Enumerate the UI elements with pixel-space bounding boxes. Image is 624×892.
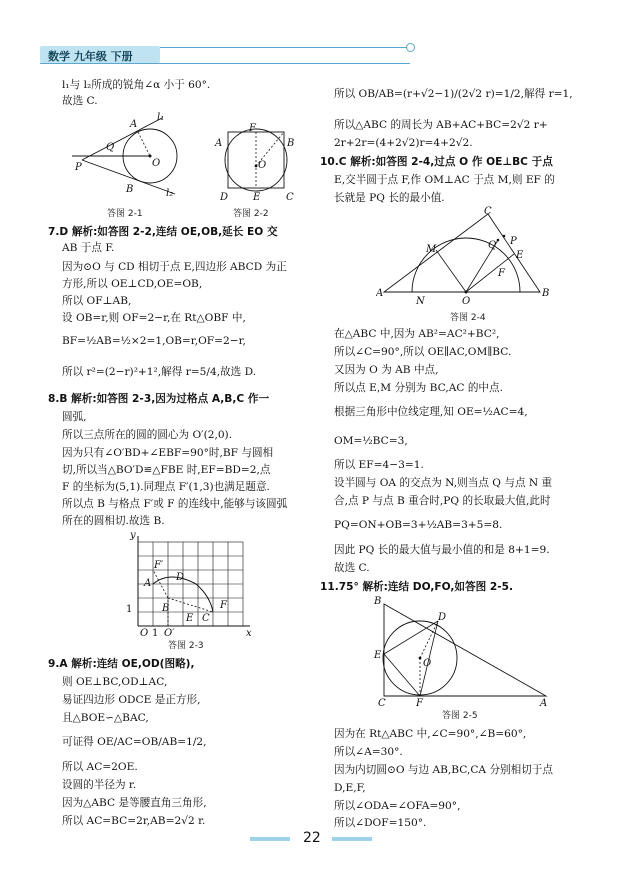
text-line: 可证得 OE/AC=OB/AB=1/2, [62,736,207,748]
figure-2-2 [210,122,300,204]
label-c: C [484,206,492,217]
label-q: Q [106,142,115,153]
text-line: 8.B 解析:如答图 2-3,因为过格点 A,B,C 作一 [48,393,270,405]
text-line: 所以∠DOF=150°. [334,817,427,829]
text-line: 合,点 P 与点 B 重合时,PQ 的长取最大值,此时 [334,495,551,507]
text-line: 故选 C. [62,95,98,107]
text-line: 所以 OB/AB=(r+√2−1)/(2√2 r)=1/2,解得 r=1, [334,88,573,100]
label-m: M [426,244,437,255]
label-y-one: 1 [126,604,133,615]
text-line: 11.75° 解析:连结 DO,FO,如答图 2-5. [320,581,514,593]
label-l1: l₁ [157,112,165,123]
text-line: 所以三点所在的圆的圆心为 O′(2,0). [62,429,233,441]
figure-2-4 [376,204,556,316]
text-line: AB 于点 F. [62,242,115,254]
caption-2-4: 答图 2-4 [450,313,486,323]
label-o: O [258,160,267,171]
label-p: P [510,236,517,247]
text-line: 切,所以当△BO′D≌△FBE 时,EF=BD=2,点 [62,464,271,476]
text-line: E,交半圆于点 F,作 OM⊥AC 于点 M,则 EF 的 [334,174,555,186]
text-line: 在△ABC 中,因为 AB²=AC²+BC², [334,328,500,340]
label-c: C [202,613,210,624]
text-line: 所以点 B 与格点 F′或 F 的连线中,能够与该圆弧 [62,498,288,510]
label-b: B [126,184,134,195]
label-b: B [287,138,295,149]
label-d: D [220,192,229,203]
header-title: 数学 九年级 下册 [48,50,133,63]
label-b: B [542,288,550,299]
text-line: 9.A 解析:连结 OE,OD(图略), [48,658,195,670]
text-line: OM=½BC=3, [334,435,408,447]
label-e: E [516,250,524,261]
label-a: A [215,138,223,149]
label-c: C [378,698,386,708]
label-e: E [186,613,194,624]
text-line: F 的坐标为(5,1).同理点 F′(1,3)也满足题意. [62,481,270,493]
text-line: 则 OE⊥BC,OD⊥AC, [62,676,168,688]
caption-2-2: 答图 2-2 [233,209,269,219]
text-line: 所以∠ODA=∠OFA=90°, [334,800,461,812]
label-a: A [376,288,384,299]
text-line: PQ=ON+OB=3+½AB=3+5=8. [334,519,503,531]
text-line: 又因为 O 为 AB 中点, [334,364,439,376]
tangent-line-l1 [82,118,162,160]
label-f: F [498,268,505,279]
text-line: 所以点 E,M 分别为 BC,AC 的中点. [334,382,503,394]
label-n: N [416,296,425,307]
footer-dash-right [332,837,372,841]
text-line: 2r+2r=(4+2√2)r=4+2√2. [334,137,473,149]
text-line: 所在的圆相切.故选 B. [62,515,165,527]
caption-2-5: 答图 2-5 [442,711,478,721]
label-a: A [540,698,548,708]
label-d: D [438,612,447,623]
text-line: 7.D 解析:如答图 2-2,连结 OE,OB,延长 EO 交 [48,226,278,238]
label-d: D [176,572,185,583]
text-line: 设半圆与 OA 的交点为 N,则当点 Q 与点 N 重 [334,477,553,489]
page-number: 22 [303,830,321,846]
label-o: O [152,158,161,169]
text-line: 圆弧, [62,411,87,423]
text-line: BF=½AB=½×2=1,OB=r,OF=2−r, [62,335,246,347]
header-rule-top [160,47,410,48]
text-line: 10.C 解析:如答图 2-4,过点 O 作 OE⊥BC 于点 [320,156,553,168]
text-line: 易证四边形 ODCE 是正方形, [62,694,201,706]
text-line: 所以 AC=2OE. [62,761,138,773]
label-f: F [249,123,256,134]
text-line: 设圆的半径为 r. [62,779,137,791]
text-line: 因为只有∠O′BD+∠EBF=90°时,BF 与圆相 [62,447,274,459]
label-a: A [130,119,138,130]
footer-dash-left [250,837,290,841]
label-f: F [416,698,423,708]
label-o: O [423,658,432,669]
page-header [0,42,624,68]
text-line: 因此 PQ 长的最大值与最小值的和是 8+1=9. [334,544,550,556]
text-line: 因为△ABC 是等腰直角三角形, [62,797,207,809]
label-f: F [220,600,227,611]
page-footer [0,828,624,848]
text-line: 设 OB=r,则 OF=2−r,在 Rt△OBF 中, [62,312,246,324]
label-x-one: 1 [152,628,159,639]
text-line: 且△BOE∽△BAC, [62,712,149,724]
label-x: x [246,628,252,639]
text-line: l₁与 l₂所成的锐角∠α 小于 60°. [62,79,211,91]
text-line: 所以△ABC 的周长为 AB+AC+BC=2√2 r+ [334,119,548,131]
text-line: 因为⊙O 与 CD 相切于点 E,四边形 ABCD 为正 [62,261,287,273]
label-o-prime: O′ [164,628,175,639]
caption-2-1: 答图 2-1 [107,209,143,219]
label-p: P [75,162,82,173]
text-line: D,E,F, [334,782,366,794]
label-y: y [130,530,136,541]
caption-2-3: 答图 2-3 [168,641,204,651]
label-a: A [144,578,152,589]
text-line: 所以 AC=BC=2r,AB=2√2 r. [62,815,206,827]
label-q: Q [488,240,497,251]
label-l2: l₂ [166,188,174,198]
text-line: 所以∠A=30°. [334,746,403,758]
figure-2-3 [118,528,258,640]
text-line: 所以 OF⊥AB, [62,295,132,307]
header-rule [40,63,410,64]
label-o: O [462,296,471,307]
label-b: B [162,603,170,614]
label-c: C [286,192,294,203]
text-line: 故选 C. [334,562,370,574]
figure-2-1 [70,110,190,198]
label-b: B [374,596,382,607]
header-dot-icon [406,43,415,52]
label-e: E [374,650,382,661]
text-line: 根据三角形中位线定理,知 OE=½AC=4, [334,406,528,418]
text-line: 所以∠C=90°,所以 OE∥AC,OM∥BC. [334,346,512,358]
label-f-prime: F′ [154,560,164,571]
label-origin: O [140,628,149,639]
text-line: 因为内切圆⊙O 与边 AB,BC,CA 分别相切于点 [334,764,554,776]
text-line: 长就是 PQ 长的最小值. [334,192,445,204]
figure-2-5 [370,590,560,708]
text-line: 所以 r²=(2−r)²+1²,解得 r=5/4,故选 D. [62,366,257,378]
text-line: 因为在 Rt△ABC 中,∠C=90°,∠B=60°, [334,728,527,740]
text-line: 方形,所以 OE⊥CD,OE=OB, [62,278,203,290]
label-e: E [253,192,261,203]
text-line: 所以 EF=4−3=1. [334,459,424,471]
